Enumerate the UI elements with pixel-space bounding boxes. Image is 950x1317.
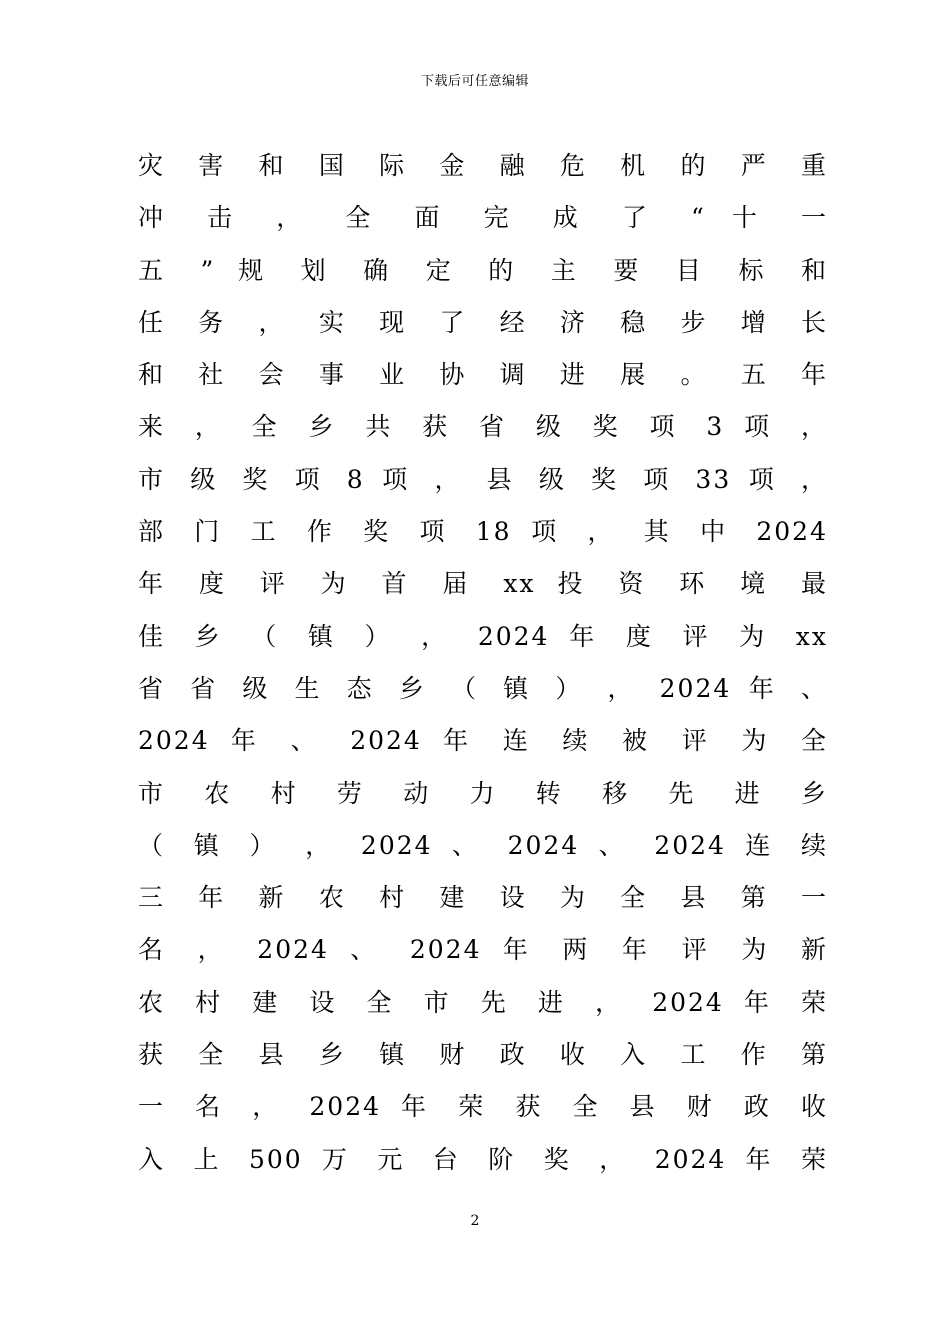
text-line: 部 门 工 作 奖 项 18 项 ， 其 中 2024 xyxy=(138,517,828,547)
text-line: （ 镇 ） ， 2024 、 2024 、 2024 连 续 xyxy=(138,830,828,860)
text-line: 年 度 评 为 首 届 xx 投 资 环 境 最 xyxy=(138,569,828,599)
text-line: 三 年 新 农 村 建 设 为 全 县 第 一 xyxy=(138,883,828,913)
text-line: 灾 害 和 国 际 金 融 危 机 的 严 重 xyxy=(138,151,828,180)
page-header: 下载后可任意编辑 xyxy=(420,74,529,89)
text-line: 农 村 建 设 全 市 先 进 ， 2024 年 荣 xyxy=(138,987,828,1017)
text-line: 来 ， 全 乡 共 获 省 级 奖 项 3 项 ， xyxy=(138,412,828,442)
text-line: 任 务 ， 实 现 了 经 济 稳 步 增 长 xyxy=(138,307,828,337)
text-line: 入 上 500 万 元 台 阶 奖 ， 2024 年 荣 xyxy=(138,1144,828,1174)
text-line: 和 社 会 事 业 协 调 进 展 。 五 年 xyxy=(138,360,828,390)
page-number: 2 xyxy=(470,1213,480,1229)
text-line: 佳 乡 （ 镇 ） ， 2024 年 度 评 为 xx xyxy=(138,621,828,651)
text-line: 市 农 村 劳 动 力 转 移 先 进 乡 xyxy=(138,778,828,808)
text-line: 一 名 ， 2024 年 荣 获 全 县 财 政 收 xyxy=(138,1092,828,1122)
body-text xyxy=(138,140,828,1186)
text-line: 2024 年 、 2024 年 连 续 被 评 为 全 xyxy=(138,726,828,756)
text-line: 五 ” 规 划 确 定 的 主 要 目 标 和 xyxy=(138,255,828,285)
text-line: 冲 击 ， 全 面 完 成 了 “ 十 一 xyxy=(138,203,828,233)
text-line: 获 全 县 乡 镇 财 政 收 入 工 作 第 xyxy=(138,1040,828,1070)
text-line: 市 级 奖 项 8 项 ， 县 级 奖 项 33 项 ， xyxy=(138,464,828,494)
text-line: 名 ， 2024 、 2024 年 两 年 评 为 新 xyxy=(138,935,828,965)
text-line: 省 省 级 生 态 乡 （ 镇 ） ， 2024 年 、 xyxy=(138,673,828,703)
